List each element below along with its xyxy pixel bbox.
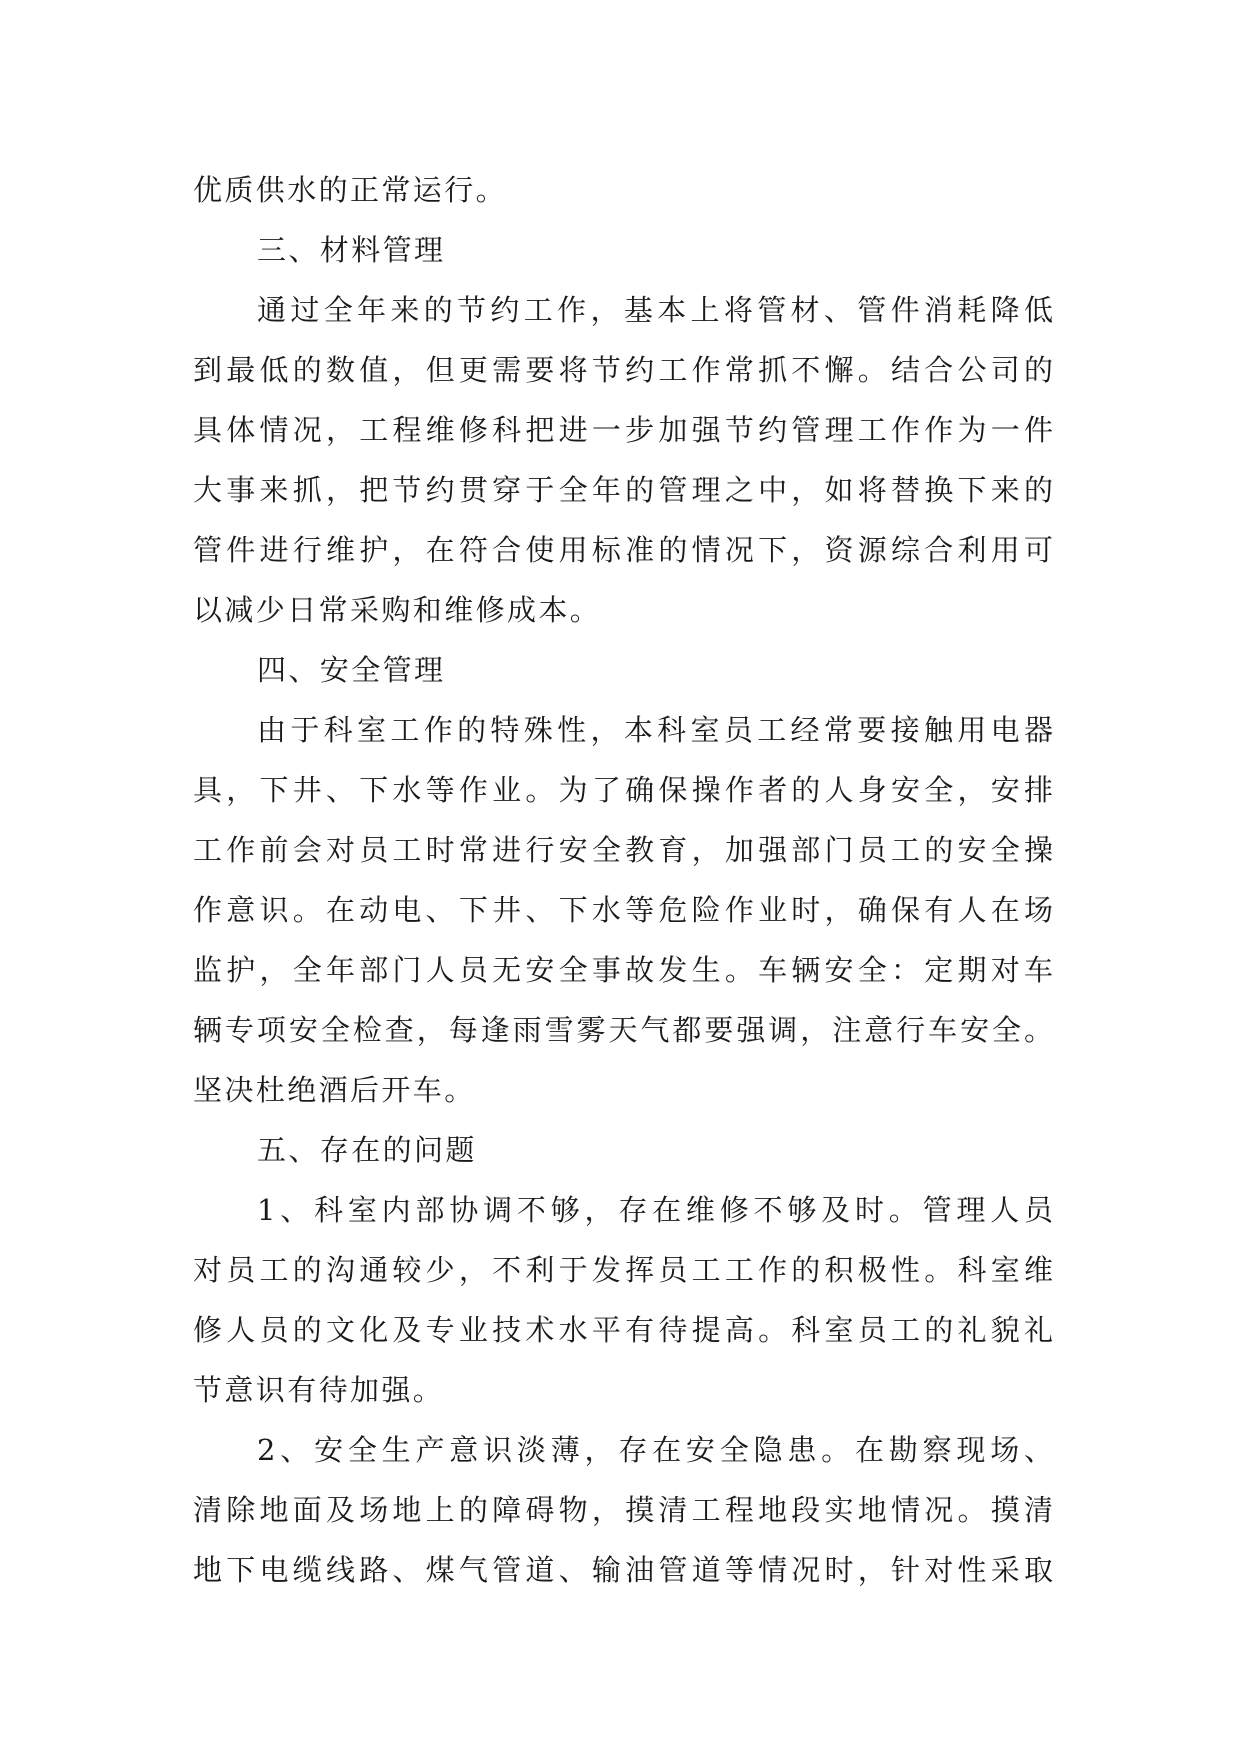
paragraph-line: 1、科室内部协调不够，存在维修不够及时。管理人员 [257, 1193, 1053, 1227]
paragraph-line: 节意识有待加强。 [193, 1373, 445, 1407]
paragraph-line: 通过全年来的节约工作，基本上将管材、管件消耗降低 [257, 293, 1053, 327]
section-heading: 三、材料管理 [257, 233, 446, 267]
paragraph-line: 由于科室工作的特殊性，本科室员工经常要接触用电器 [257, 713, 1053, 747]
paragraph-line: 作意识。在动电、下井、下水等危险作业时，确保有人在场 [193, 893, 1053, 927]
paragraph-line: 2、安全生产意识淡薄，存在安全隐患。在勘察现场、 [257, 1433, 1053, 1467]
paragraph-line: 清除地面及场地上的障碍物，摸清工程地段实地情况。摸清 [193, 1493, 1053, 1527]
paragraph-line: 监护，全年部门人员无安全事故发生。车辆安全：定期对车 [193, 953, 1053, 987]
document-body [193, 160, 1053, 1600]
paragraph-line: 工作前会对员工时常进行安全教育，加强部门员工的安全操 [193, 833, 1053, 867]
text-line: 优质供水的正常运行。 [193, 173, 508, 207]
paragraph-line: 对员工的沟通较少，不利于发挥员工工作的积极性。科室维 [193, 1253, 1053, 1287]
paragraph-line: 辆专项安全检查，每逢雨雪雾天气都要强调，注意行车安全。 [193, 1013, 1053, 1047]
paragraph-line: 具，下井、下水等作业。为了确保操作者的人身安全，安排 [193, 773, 1053, 807]
paragraph-line: 修人员的文化及专业技术水平有待提高。科室员工的礼貌礼 [193, 1313, 1053, 1347]
paragraph-line: 具体情况，工程维修科把进一步加强节约管理工作作为一件 [193, 413, 1053, 447]
section-heading: 五、存在的问题 [257, 1133, 477, 1167]
paragraph-line: 到最低的数值，但更需要将节约工作常抓不懈。结合公司的 [193, 353, 1053, 387]
paragraph-line: 地下电缆线路、煤气管道、输油管道等情况时，针对性采取 [193, 1553, 1053, 1587]
paragraph-line: 坚决杜绝酒后开车。 [193, 1073, 476, 1107]
section-heading: 四、安全管理 [257, 653, 446, 687]
paragraph-line: 管件进行维护，在符合使用标准的情况下，资源综合利用可 [193, 533, 1053, 567]
paragraph-line: 以减少日常采购和维修成本。 [193, 593, 602, 627]
paragraph-line: 大事来抓，把节约贯穿于全年的管理之中，如将替换下来的 [193, 473, 1053, 507]
